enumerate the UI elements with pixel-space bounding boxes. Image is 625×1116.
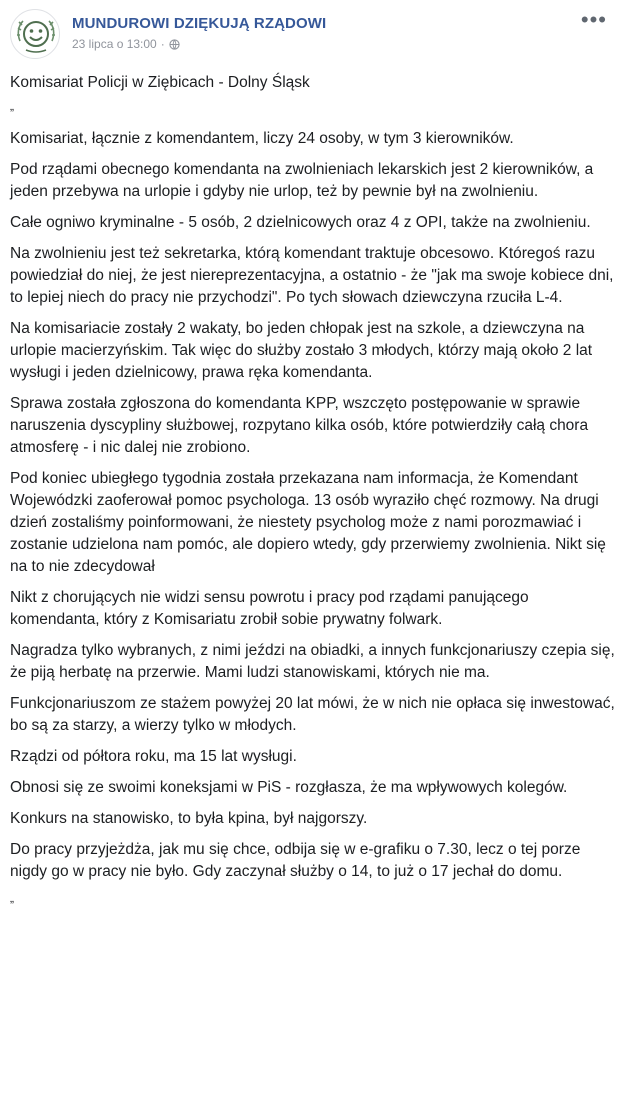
paragraph: Całe ogniwo kryminalne - 5 osób, 2 dzielnicowych oraz 4 z OPI, także na zwolnieniu. — [10, 214, 591, 231]
closing-quote: „ — [10, 891, 14, 905]
globe-icon[interactable] — [169, 39, 180, 50]
paragraph: Nagradza tylko wybranych, z nimi jeździ na obiadki, a innych funkcjonariuszy czepia się, że piją herbatę na przerwie. Mami ludzi stanowiskami, których nie ma. — [10, 642, 615, 681]
post-header — [10, 9, 615, 59]
paragraph: Funkcjonariuszom ze stażem powyżej 20 lat mówi, że w nich nie opłaca się inwestować, bo są za starzy, a wierzy tylko w młodych. — [10, 695, 615, 734]
paragraph: Na zwolnieniu jest też sekretarka, którą komendant traktuje obcesowo. Któregoś razu powiedział do niej, że jest niereprezentacyjna, a ostatnio - że "jak ma swoje kobiece dni, to lepiej niech do pracy nie przychodzi". Po tych słowach dziewczyna rzuciła L-4. — [10, 245, 614, 306]
smiley-logo-icon — [11, 10, 60, 59]
post-body — [10, 72, 615, 920]
paragraph: Obnosi się ze swoimi koneksjami w PiS - rozgłasza, że ma wpływowych kolegów. — [10, 779, 568, 796]
post-subline — [72, 37, 326, 51]
meta-separator: · — [160, 37, 165, 51]
paragraph: Rządzi od półtora roku, ma 15 lat wysługi. — [10, 748, 297, 765]
paragraph: Do pracy przyjeżdża, jak mu się chce, odbija się w e-grafiku o 7.30, lecz o tej porze nigdy go w pracy nie było. Gdy zaczynał służby o 14, to już o 17 jechał do domu. — [10, 841, 581, 880]
post-timestamp[interactable]: 23 lipca o 13:00 — [72, 37, 157, 51]
page-avatar[interactable] — [10, 9, 60, 59]
paragraph: Sprawa została zgłoszona do komendanta KPP, wszczęto postępowanie w sprawie naruszenia dyscypliny służbowej, rozpytano kilka osób, które potwierdziły całą chora atmosferę - i nic dalej nie zrobiono. — [10, 395, 589, 456]
post-meta — [72, 15, 326, 51]
paragraph: Pod rządami obecnego komendanta na zwolnieniach lekarskich jest 2 kierowników, a jeden przebywa na urlopie i gdyby nie urlop, też by pewnie był na zwolnieniu. — [10, 161, 594, 200]
post-title: Komisariat Policji w Ziębicach - Dolny Śląsk — [10, 74, 310, 91]
paragraph: Konkurs na stanowisko, to była kpina, był najgorszy. — [10, 810, 368, 827]
paragraph: Pod koniec ubiegłego tygodnia została przekazana nam informacja, że Komendant Wojewódzki zaoferował pomoc psychologa. 13 osób wyraziło chęć rozmowy. Na drugi dzień zostaliśmy poinformowani, że niestety psycholog może z nami porozmawiać i zostanie udzielona nam pomóc, ale dopiero wtedy, gdy przerwiemy zwolnienia. Nikt się na to nie zdecydował — [10, 470, 606, 575]
opening-quote: „ — [10, 99, 14, 113]
paragraph: Na komisariacie zostały 2 wakaty, bo jeden chłopak jest na szkole, a dziewczyna na urlopie macierzyńskim. Tak więc do służby zostało 3 młodych, którzy mają około 2 lat wysługi i jeden dzielnicowy, prawa ręka komendanta. — [10, 320, 593, 381]
paragraph: Nikt z chorujących nie widzi sensu powrotu i pracy pod rządami panującego komendanta, który z Komisariatu zrobił sobie prywatny folwark. — [10, 589, 529, 628]
more-options-icon[interactable]: ••• — [580, 7, 607, 32]
page-name-link[interactable]: MUNDUROWI DZIĘKUJĄ RZĄDOWI — [72, 15, 327, 32]
paragraph: Komisariat, łącznie z komendantem, liczy 24 osoby, w tym 3 kierowników. — [10, 130, 514, 147]
